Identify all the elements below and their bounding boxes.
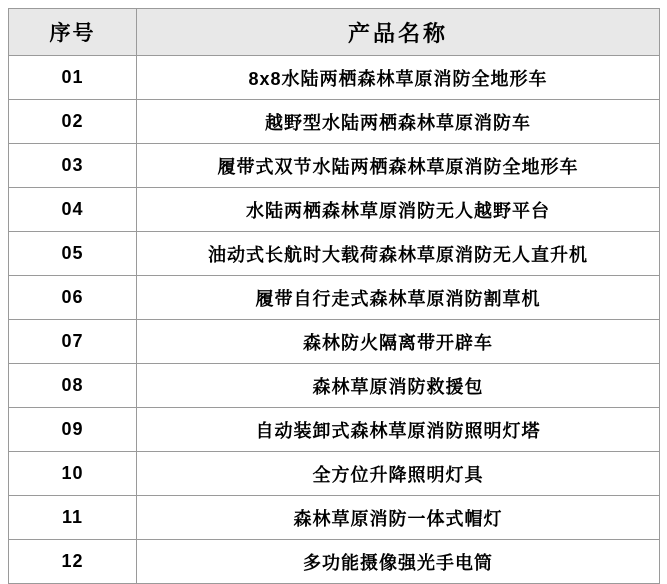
cell-product-name: 森林防火隔离带开辟车 <box>137 320 660 364</box>
table-body <box>9 56 660 584</box>
cell-index: 04 <box>9 188 137 232</box>
cell-product-name: 履带自行走式森林草原消防割草机 <box>137 276 660 320</box>
table-row <box>9 232 660 276</box>
table-row <box>9 408 660 452</box>
cell-index: 05 <box>9 232 137 276</box>
cell-product-name: 8x8水陆两栖森林草原消防全地形车 <box>137 56 660 100</box>
table-row <box>9 144 660 188</box>
cell-index: 03 <box>9 144 137 188</box>
table-header <box>9 9 660 56</box>
cell-index: 07 <box>9 320 137 364</box>
cell-index: 08 <box>9 364 137 408</box>
table-row <box>9 452 660 496</box>
table-row <box>9 364 660 408</box>
table-row <box>9 496 660 540</box>
table-header-row <box>9 9 660 56</box>
cell-product-name: 森林草原消防一体式帽灯 <box>137 496 660 540</box>
cell-product-name: 全方位升降照明灯具 <box>137 452 660 496</box>
table-row <box>9 100 660 144</box>
column-header-product-name: 产品名称 <box>137 9 660 56</box>
column-header-index: 序号 <box>9 9 137 56</box>
cell-index: 12 <box>9 540 137 584</box>
cell-product-name: 水陆两栖森林草原消防无人越野平台 <box>137 188 660 232</box>
cell-product-name: 多功能摄像强光手电筒 <box>137 540 660 584</box>
table-row <box>9 276 660 320</box>
cell-index: 02 <box>9 100 137 144</box>
cell-product-name: 履带式双节水陆两栖森林草原消防全地形车 <box>137 144 660 188</box>
cell-product-name: 森林草原消防救援包 <box>137 364 660 408</box>
cell-index: 11 <box>9 496 137 540</box>
cell-product-name: 油动式长航时大载荷森林草原消防无人直升机 <box>137 232 660 276</box>
cell-index: 06 <box>9 276 137 320</box>
table-row <box>9 540 660 584</box>
cell-index: 10 <box>9 452 137 496</box>
cell-index: 01 <box>9 56 137 100</box>
cell-product-name: 自动装卸式森林草原消防照明灯塔 <box>137 408 660 452</box>
table-row <box>9 56 660 100</box>
product-table <box>8 8 660 584</box>
table-row <box>9 320 660 364</box>
table-row <box>9 188 660 232</box>
cell-product-name: 越野型水陆两栖森林草原消防车 <box>137 100 660 144</box>
cell-index: 09 <box>9 408 137 452</box>
